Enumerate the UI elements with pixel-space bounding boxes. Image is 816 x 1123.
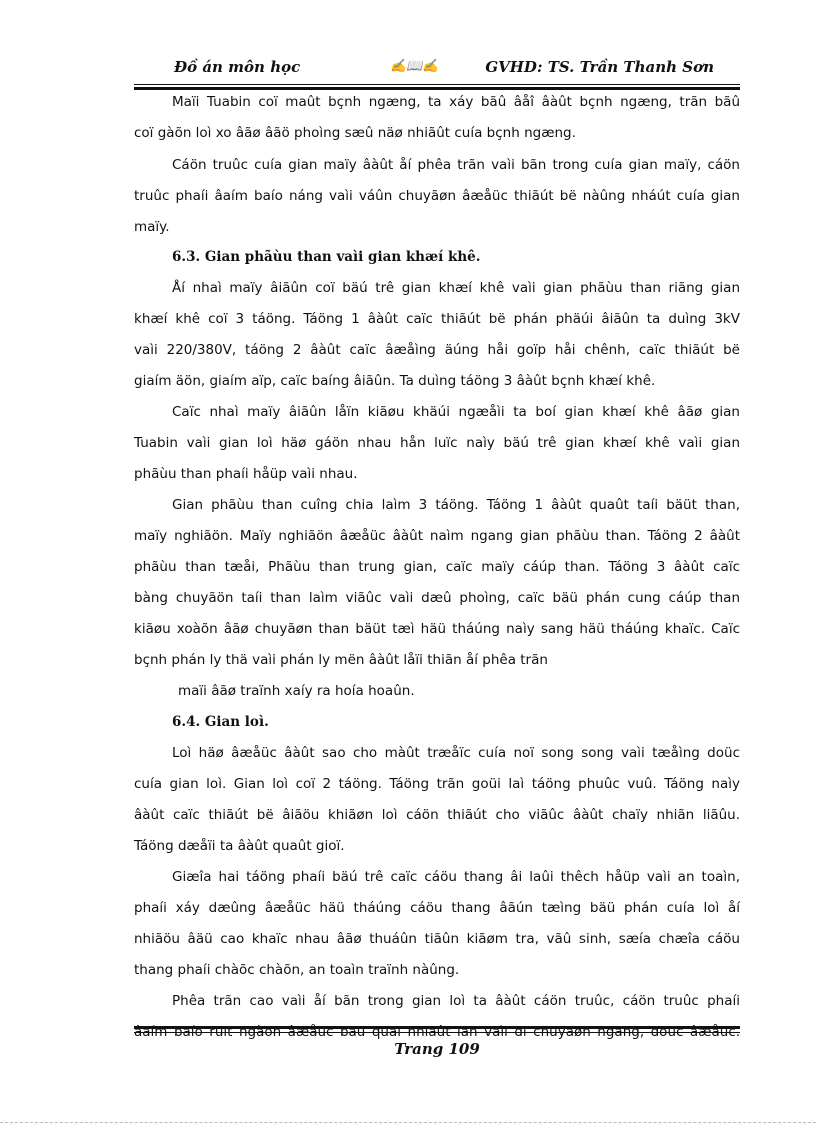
text-line: nhiãöu âäü cao khaïc nhau âãø thuáûn tiãûn kiãøm tra, vãû sinh, sæía chæîa cáöu	[134, 931, 740, 947]
text-line: Phêa trãn cao vaìi åí bãn trong gian loì ta âàût cáön truûc, cáön truûc phaíi	[172, 993, 740, 1009]
text-line: maïy nghiãön. Maïy nghiãön âæåüc âàût naìm ngang gian phãùu than. Táöng 2 âàût	[134, 528, 740, 544]
text-line: Cáön truûc cuía gian maïy âàût åí phêa trãn vaìi bãn trong cuía gian maïy, cáön	[172, 157, 740, 173]
text-line: coï gàõn loì xo âãø âãö phoìng sæû näø nhiãût cuía bçnh ngæng.	[134, 125, 576, 141]
text-line: âaím baío ruït ngàõn âæåüc bäü quaï nhiãût lãn vaìi di chuyãøn ngang, doüc âæåüc.	[134, 1024, 740, 1040]
header-ornament-icon: ✍📖✍	[390, 59, 439, 74]
page-header	[134, 52, 740, 84]
page-number: Trang 109	[394, 1040, 480, 1058]
text-line: bàng chuyãön taíi than laìm viãûc vaìi dæû phoìng, caïc bäü phán cung cáúp than	[134, 590, 740, 606]
text-line: kiãøu xoàõn âãø chuyãøn than bäüt tæì häü tháúng naìy sang häü tháúng khaïc. Caïc	[134, 621, 740, 637]
header-course-title: Đồ án môn học	[174, 58, 301, 76]
text-line: thang phaíi chàõc chàõn, an toaìn traïnh nàûng.	[134, 962, 460, 978]
section-heading: 6.4. Gian loì.	[172, 714, 269, 730]
footer-divider	[134, 1026, 740, 1033]
text-line: phaíi xáy dæûng âæåüc häü tháúng cáöu thang âãún tæìng bäü phán cuía loì åí	[134, 900, 740, 916]
text-line: phãùu than phaíi håüp vaìi nhau.	[134, 466, 358, 482]
text-line: vaìi 220/380V, táöng 2 âàût caïc âæåìng äúng håi goïp håi chênh, caïc thiãút bë	[134, 342, 740, 358]
text-line: Táöng dæåïi ta âàût quaût gioï.	[134, 838, 345, 854]
text-line: truûc phaíi âaím baío náng vaìi váûn chuyãøn âæåüc thiãút bë nàûng nháút cuía gian	[134, 188, 740, 204]
text-line: cuía gian loì. Gian loì coï 2 táöng. Táöng trãn goüi laì táöng phuûc vuû. Táöng naìy	[134, 776, 740, 792]
text-line: Caïc nhaì maïy âiãûn låïn kiãøu khäúi ngæåìi ta boí gian khæí khê âãø gian	[172, 404, 740, 420]
text-line: bçnh phán ly thä vaìi phán ly mën âàût låïi thiãn åí phêa trãn	[134, 652, 548, 668]
text-line: maïy.	[134, 219, 170, 235]
section-heading: 6.3. Gian phãùu than vaìi gian khæí khê.	[172, 249, 481, 265]
text-line: âàût caïc thiãút bë âiãöu khiãøn loì cáön thiãút cho viãûc âàût chaïy nhiãn liãûu.	[134, 807, 740, 823]
text-line: Tuabin vaìi gian loì häø gáön nhau hån luïc naìy bäú trê gian khæí khê vaìi gian	[134, 435, 740, 451]
text-line: khæí khê coï 3 táöng. Táöng 1 âàût caïc thiãút bë phán phäúi âiãûn ta duìng 3kV	[134, 311, 740, 327]
header-divider	[134, 84, 740, 90]
text-line: Giæîa hai táöng phaíi bäú trê caïc cáöu thang âi laûi thêch håüp vaìi an toaìn,	[172, 869, 740, 885]
text-line: Gian phãùu than cuîng chia laìm 3 táöng. Táöng 1 âàût quaût taíi bäüt than,	[172, 497, 740, 513]
text-line: phãùu than tæåi, Phãùu than trung gian, caïc maïy cáúp than. Táöng 3 âàût caïc	[134, 559, 740, 575]
text-line: Åí nhaì maïy âiãûn coï bäú trê gian khæí khê vaìi gian phãùu than riãng gian	[172, 280, 740, 296]
text-line: Loì häø âæåüc âàût sao cho màût træåïc cuía noï song song vaìi tæåìng doüc	[172, 745, 740, 761]
text-line: giaím äön, giaím aïp, caïc baíng âiãûn. Ta duìng táöng 3 âàût bçnh khæí khê.	[134, 373, 656, 389]
header-supervisor: GVHD: TS. Trần Thanh Sơn	[485, 58, 714, 76]
text-line: Maïi Tuabin coï maût bçnh ngæng, ta xáy bãû âåî âàût bçnh ngæng, trãn bãû	[172, 94, 740, 110]
text-line: maïi âãø traïnh xaíy ra hoía hoaûn.	[178, 683, 415, 699]
